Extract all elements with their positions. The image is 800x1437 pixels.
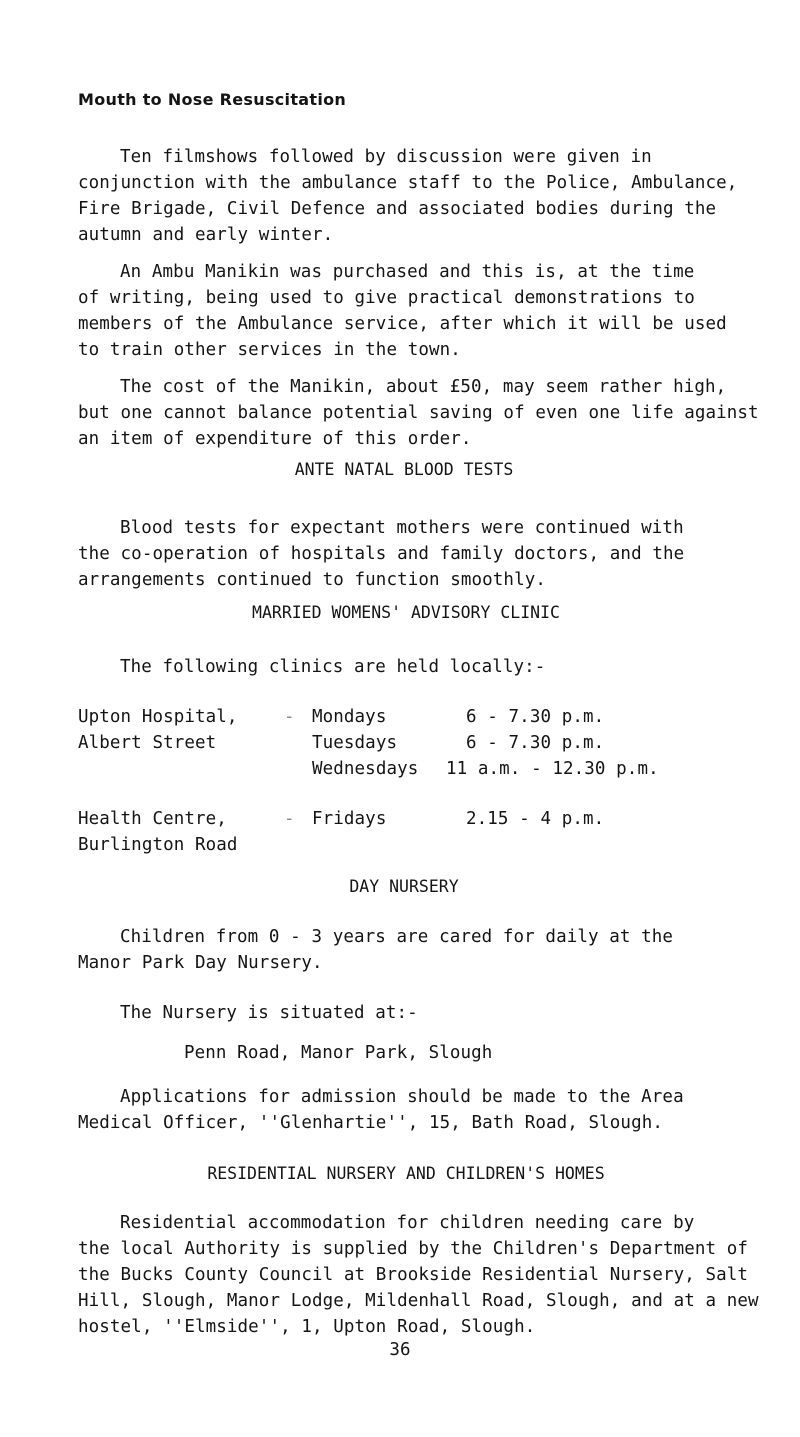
text-line: conjunction with the ambulance staff to the Police, Ambulance, [78,173,738,193]
text-line: hostel, ''Elmside'', 1, Upton Road, Slough. [78,1317,536,1337]
heading-day-nursery: DAY NURSERY [349,877,459,896]
clinic-location-name: Upton Hospital, [78,707,238,727]
heading-married-womens-clinic: MARRIED WOMENS' ADVISORY CLINIC [252,603,560,622]
text-line: the Bucks County Council at Brookside Residential Nursery, Salt [78,1265,749,1285]
clinic-dash: - [284,707,295,727]
text-line: Applications for admission should be made to the Area [120,1087,684,1107]
clinic-time: 2.15 - 4 p.m. [466,809,605,829]
nursery-situated-text: The Nursery is situated at:- [120,1003,418,1023]
clinic-location-name: Health Centre, [78,809,227,829]
nursery-address: Penn Road, Manor Park, Slough [184,1043,493,1063]
clinic-day: Fridays [312,809,387,829]
page-number: 36 [389,1340,411,1360]
text-line: Manor Park Day Nursery. [78,953,323,973]
paragraph-filmshows [78,144,778,248]
text-line: Residential accommodation for children needing care by [120,1213,695,1233]
clinic-day: Wednesdays [312,759,419,779]
text-line: the local Authority is supplied by the Children's Department of [78,1239,749,1259]
clinic-day: Tuesdays [312,733,398,753]
paragraph-manikin-cost [78,374,778,452]
text-line: Children from 0 - 3 years are cared for daily at the [120,927,674,947]
text-line: of writing, being used to give practical demonstrations to [78,288,695,308]
text-line: to train other services in the town. [78,340,461,360]
text-line: members of the Ambulance service, after which it will be used [78,314,727,334]
text-line: an item of expenditure of this order. [78,429,472,449]
paragraph-manikin [78,259,778,363]
clinic-time: 6 - 7.30 p.m. [466,733,605,753]
clinic-intro: The following clinics are held locally:- [120,657,546,677]
clinic-time: 11 a.m. - 12.30 p.m. [446,759,659,779]
heading-ante-natal: ANTE NATAL BLOOD TESTS [294,460,514,479]
text-line: The cost of the Manikin, about £50, may seem rather high, [120,377,727,397]
text-line: An Ambu Manikin was purchased and this is, at the time [120,262,695,282]
clinic-day: Mondays [312,707,387,727]
text-line: but one cannot balance potential saving of even one life against [78,403,759,423]
text-line: arrangements continued to function smoothly. [78,570,546,590]
paragraph-day-nursery [78,924,778,976]
heading-residential-nursery: RESIDENTIAL NURSERY AND CHILDREN'S HOMES [207,1164,605,1183]
clinic-dash: - [284,809,295,829]
text-line: Medical Officer, ''Glenhartie'', 15, Bath Road, Slough. [78,1113,663,1133]
text-line: Blood tests for expectant mothers were continued with [120,518,684,538]
clinic-location-name: Burlington Road [78,835,238,855]
text-line: Ten filmshows followed by discussion were given in [120,147,652,167]
section-title-mouth-to-nose: Mouth to Nose Resuscitation [78,90,347,109]
clinic-location-name: Albert Street [78,733,217,753]
text-line: the co-operation of hospitals and family doctors, and the [78,544,685,564]
clinic-time: 6 - 7.30 p.m. [466,707,605,727]
text-line: Fire Brigade, Civil Defence and associated bodies during the [78,199,717,219]
paragraph-blood-tests [78,515,778,593]
paragraph-applications [78,1084,778,1136]
text-line: autumn and early winter. [78,225,334,245]
paragraph-residential [78,1210,778,1340]
text-line: Hill, Slough, Manor Lodge, Mildenhall Road, Slough, and at a new [78,1291,759,1311]
